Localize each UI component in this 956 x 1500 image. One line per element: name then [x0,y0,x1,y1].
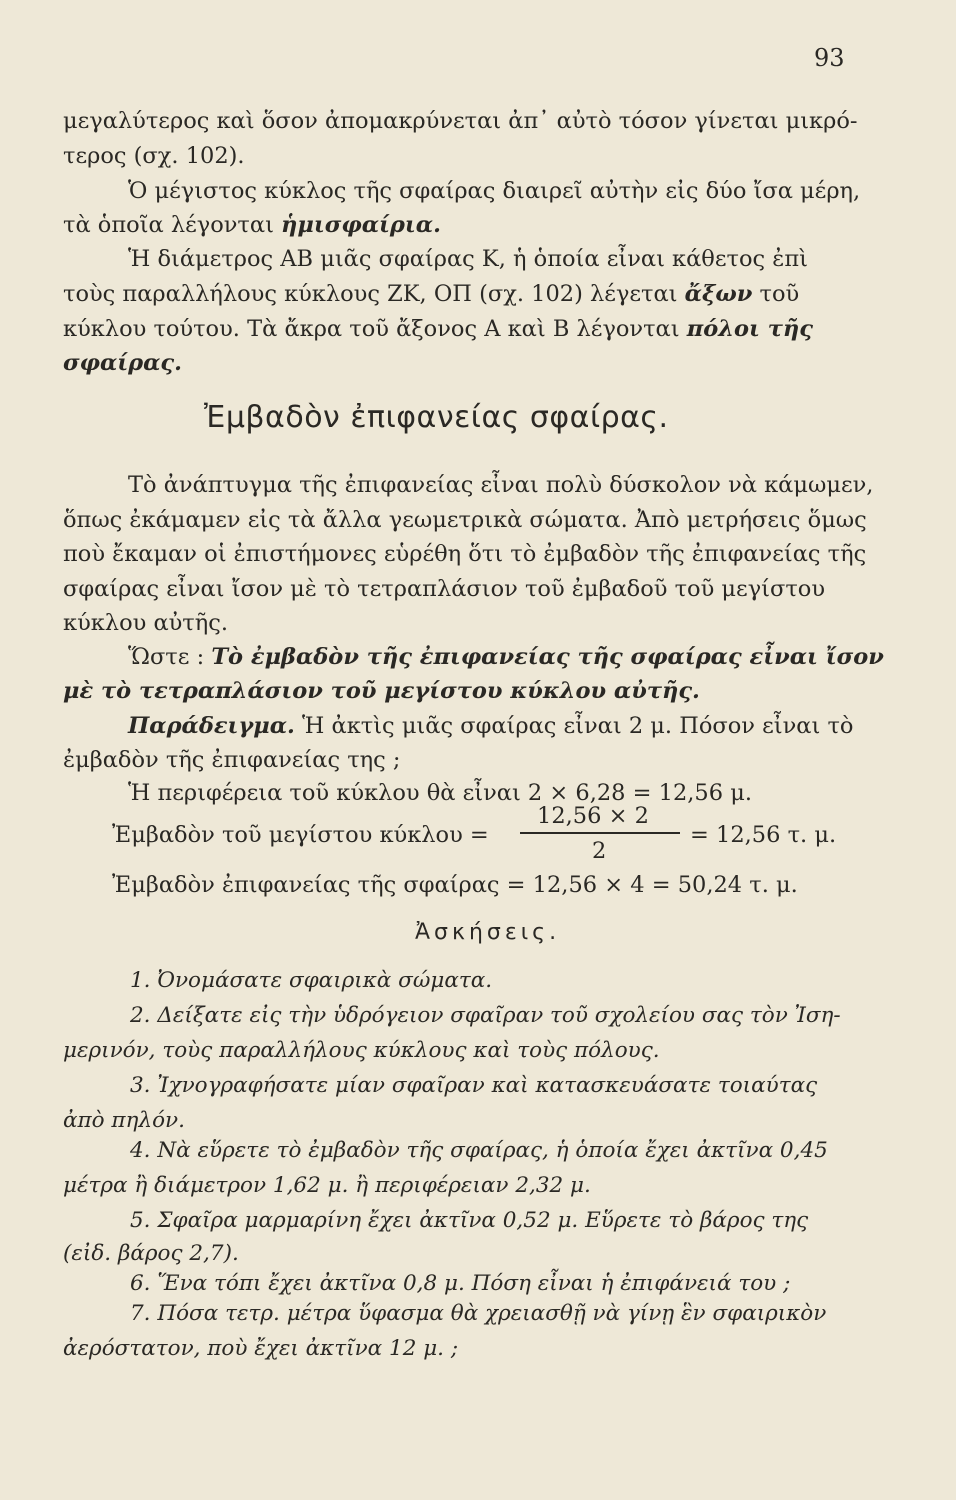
text-run: τοῦ [752,281,800,307]
fraction-bar [520,832,680,834]
text-line: κύκλου αὐτῆς. [63,610,228,636]
fraction-denominator: 2 [592,838,607,864]
rule-line [128,646,884,669]
exercise-item: 6. Ἕνα τόπι ἔχει ἀκτῖνα 0,8 μ. Πόση εἶναι ἡ ἐπιφάνειά του ; [130,1271,791,1296]
section-heading: Ἐμβαδὸν ἐπιφανείας σφαίρας. [204,400,669,435]
rule-statement: Τὸ ἐμβαδὸν τῆς ἐπιφανείας τῆς σφαίρας εἶναι ἴσον [211,644,884,670]
exercise-item: (εἰδ. βάρος 2,7). [63,1241,239,1266]
exercise-item: 2. Δείξατε εἰς τὴν ὑδρόγειον σφαῖραν τοῦ σχολείου σας τὸν Ἰση- [130,1003,841,1028]
text-line [128,715,853,738]
text-line: Ἡ διάμετρος ΑΒ μιᾶς σφαίρας Κ, ἡ ὁποία εἶναι κάθετος ἐπὶ [128,246,808,272]
formula-line: Ἡ περιφέρεια τοῦ κύκλου θὰ εἶναι 2 × 6,28 = 12,56 μ. [128,780,752,806]
text-run: τὰ ὁποῖα λέγονται [63,212,282,238]
text-line [63,283,799,306]
fraction-numerator: 12,56 × 2 [537,803,649,829]
formula-result: = 12,56 τ. μ. [690,822,837,848]
exercises-heading: Ἀσκήσεις. [415,920,561,945]
text-line: Ὁ μέγιστος κύκλος τῆς σφαίρας διαιρεῖ αὐτὴν εἰς δύο ἴσα μέρη, [128,178,861,204]
text-line [63,318,813,341]
text-line: μεγαλύτερος καὶ ὅσον ἀπομακρύνεται ἀπ᾽ αὐτὸ τόσον γίνεται μικρό- [63,108,858,134]
example-label: Παράδειγμα. [128,713,295,739]
exercise-item: 3. Ἰχνογραφήσατε μίαν σφαῖραν καὶ κατασκευάσατε τοιαύτας [130,1073,818,1098]
term-poles: πόλοι τῆς [686,316,813,342]
exercise-item: μερινόν, τοὺς παραλλήλους κύκλους καὶ τοὺς πόλους. [63,1038,660,1063]
term-hemispheres: ἡμισφαίρια. [281,212,441,238]
term-axis: ἄξων [684,281,753,307]
text-line: τερος (σχ. 102). [63,143,245,169]
exercise-item: μέτρα ἢ διάμετρον 1,62 μ. ἢ περιφέρειαν 2,32 μ. [63,1173,591,1198]
text-line [63,214,441,237]
exercise-item: 7. Πόσα τετρ. μέτρα ὕφασμα θὰ χρειασθῇ νὰ γίνῃ ἓν σφαιρικὸν [130,1301,827,1326]
text-line: Τὸ ἀνάπτυγμα τῆς ἐπιφανείας εἶναι πολὺ δύσκολον νὰ κάμωμεν, [128,472,874,498]
text-line: ὅπως ἐκάμαμεν εἰς τὰ ἄλλα γεωμετρικὰ σώματα. Ἀπὸ μετρήσεις ὅμως [63,507,867,533]
text-run: κύκλου τούτου. Τὰ ἄκρα τοῦ ἄξονος Α καὶ Β λέγονται [63,316,687,342]
rule-line: μὲ τὸ τετραπλάσιον τοῦ μεγίστου κύκλου αὐτῆς. [63,678,700,704]
exercise-item: 1. Ὀνομάσατε σφαιρικὰ σώματα. [130,968,493,993]
text-line: σφαίρας. [63,350,182,376]
text-run: Ἡ ἀκτὶς μιᾶς σφαίρας εἶναι 2 μ. Πόσον εἶναι τὸ [294,713,854,739]
formula-line: Ἐμβαδὸν τοῦ μεγίστου κύκλου = [112,822,489,848]
text-line: σφαίρας εἶναι ἴσον μὲ τὸ τετραπλάσιον τοῦ ἐμβαδοῦ τοῦ μεγίστου [63,576,826,602]
text-line: ποὺ ἔκαμαν οἱ ἐπιστήμονες εὑρέθη ὅτι τὸ ἐμβαδὸν τῆς ἐπιφανείας τῆς [63,541,867,567]
exercise-item: ἀπὸ πηλόν. [63,1108,185,1133]
exercise-item: 5. Σφαῖρα μαρμαρίνη ἔχει ἀκτῖνα 0,52 μ. Εὕρετε τὸ βάρος της [130,1208,809,1233]
text-run: τοὺς παραλλήλους κύκλους ΖΚ, ΟΠ (σχ. 102) λέγεται [63,281,685,307]
exercise-item: 4. Νὰ εὕρετε τὸ ἐμβαδὸν τῆς σφαίρας, ἡ ὁποία ἔχει ἀκτῖνα 0,45 [130,1138,828,1163]
text-run: Ὥστε : [128,644,212,670]
page-number: 93 [814,44,845,72]
text-line: ἐμβαδὸν τῆς ἐπιφανείας της ; [63,747,401,773]
formula-line: Ἐμβαδὸν ἐπιφανείας τῆς σφαίρας = 12,56 × 4 = 50,24 τ. μ. [112,872,798,898]
exercise-item: ἀερόστατον, ποὺ ἔχει ἀκτῖνα 12 μ. ; [63,1336,459,1361]
